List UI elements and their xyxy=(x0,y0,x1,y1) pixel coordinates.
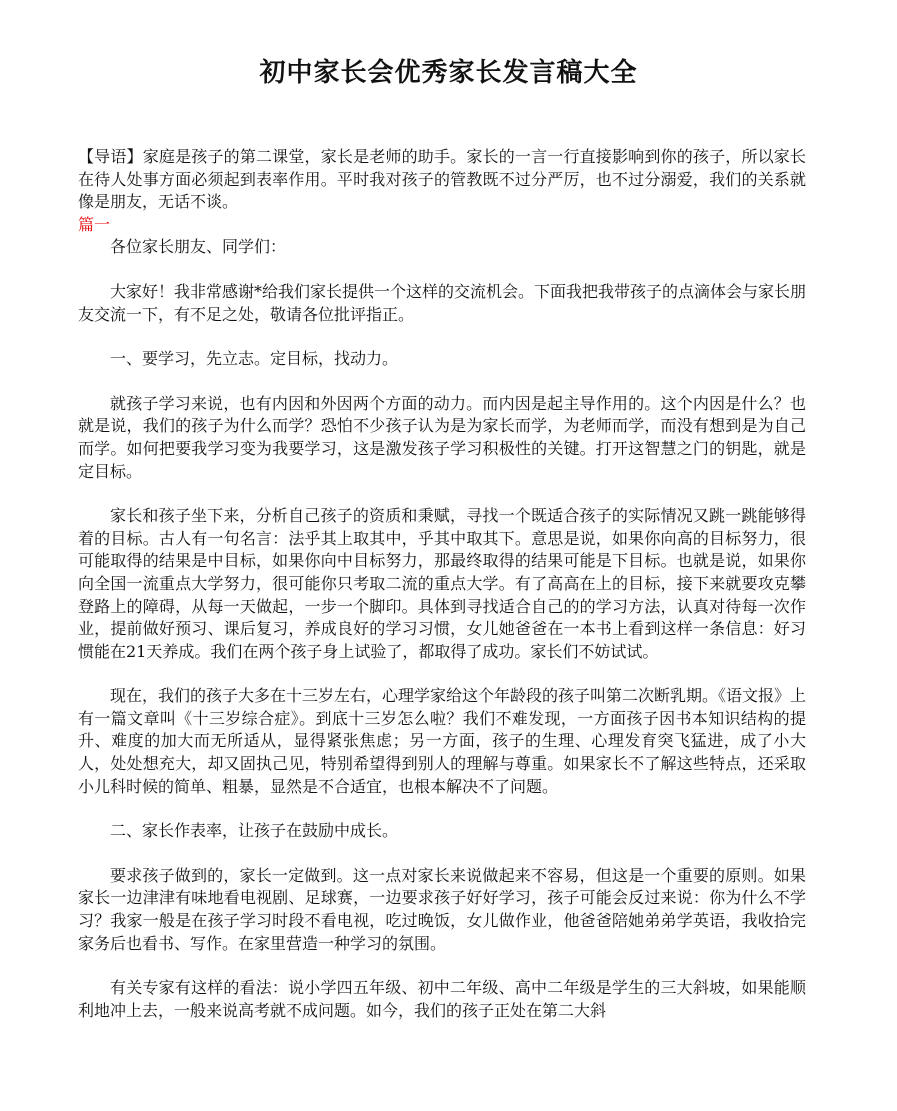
document-title: 初中家长会优秀家长发言稿大全 xyxy=(259,58,638,88)
greeting-paragraph: 各位家长朋友、同学们： xyxy=(110,237,287,257)
section-heading-1: 一、要学习，先立志。定目标，找动力。 xyxy=(110,349,399,369)
body-paragraph: 要求孩子做到的，家长一定做到。这一点对家长来说做起来不容易，但这是一个重要的原则。如果家长一边津津有味地看电视剧、足球赛，一边要求孩子好好学习，孩子可能会反过来说：你为什么不学习？我家一般是在孩子学习时段不看电视，吃过晚饭，女儿做作业，他爸爸陪她弟弟学英语，我收拾完家务后也看书、写作。在家里营造一种学习的氛围。 xyxy=(78,865,806,953)
intro-paragraph: 【导语】家庭是孩子的第二课堂，家长是老师的助手。家长的一言一行直接影响到你的孩子，所以家长在待人处事方面必须起到表率作用。平时我对孩子的管教既不过分严厉，也不过分溺爱，我们的关系就像是朋友，无话不谈。 xyxy=(78,147,806,212)
body-paragraph: 就孩子学习来说，也有内因和外因两个方面的动力。而内因是起主导作用的。这个内因是什么？也就是说，我们的孩子为什么而学？恐怕不少孩子认为是为家长而学，为老师而学，而没有想到是为自己而学。如何把要我学习变为我要学习，这是激发孩子学习积极性的关键。打开这智慧之门的钥匙，就是定目标。 xyxy=(78,393,806,481)
body-paragraph: 大家好！我非常感谢*给我们家长提供一个这样的交流机会。下面我把我带孩子的点滴体会与家长朋友交流一下，有不足之处，敬请各位批评指正。 xyxy=(78,281,807,324)
body-paragraph: 有关专家有这样的看法：说小学四五年级、初中二年级、高中二年级是学生的三大斜坡，如果能顺利地冲上去，一般来说高考就不成问题。如今，我们的孩子正处在第二大斜 xyxy=(78,978,806,1020)
section-label: 篇一 xyxy=(78,214,111,234)
body-paragraph: 现在，我们的孩子大多在十三岁左右，心理学家给这个年龄段的孩子叫第二次断乳期。《语文报》上有一篇文章叫《十三岁综合症》。到底十三岁怎么啦？我们不难发现，一方面孩子因书本知识结构的提升、难度的加大而无所适从，显得紧张焦虑；另一方面，孩子的生理、心理发育突飞猛进，成了小大人，处处想充大，却又固执己见，特别希望得到别人的理解与尊重。如果家长不了解这些特点，还采取小儿科时候的简单、粗暴，显然是不合适宜，也根本解决不了问题。 xyxy=(78,686,807,796)
document-body xyxy=(78,146,806,1044)
section-heading-2: 二、家长作表率，让孩子在鼓励中成长。 xyxy=(110,821,399,841)
body-paragraph: 家长和孩子坐下来，分析自己孩子的资质和秉赋，寻找一个既适合孩子的实际情况又跳一跳能够得着的目标。古人有一句名言：法乎其上取其中，乎其中取其下。意思是说，如果你向高的目标努力，很可能取得的结果是中目标，如果你向中目标努力，那最终取得的结果可能是下目标。也就是说，如果你向全国一流重点大学努力，很可能你只考取二流的重点大学。有了高高在上的目标，接下来就要攻克攀登路上的障碍，从每一天做起，一步一个脚印。具体到寻找适合自己的的学习方法，认真对待每一次作业，提前做好预习、课后复习，养成良好的学习习惯，女儿她爸爸在一本书上看到这样一条信息：好习惯能在21天养成。我们在两个孩子身上试验了，都取得了成功。家长们不妨试试。 xyxy=(78,506,806,661)
